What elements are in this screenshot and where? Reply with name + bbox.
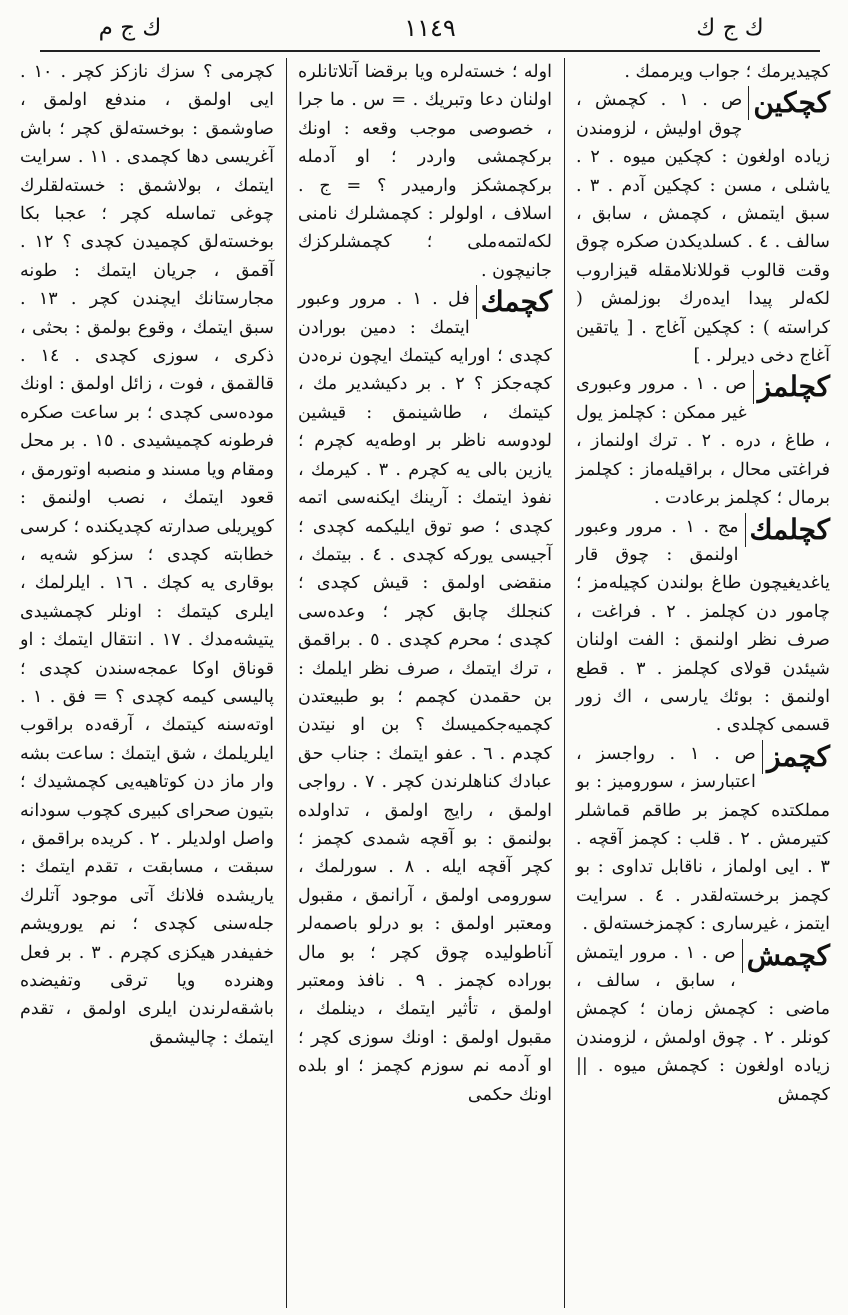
page-header <box>40 14 820 42</box>
entry-text: ص . ١ . مرور ايتمش ، سابق ، سالف ، ماضی : كچمش زمان ؛ كچمش كونلر . ٢ . چوق اولمش ، لزومندن زياده اولغون : كچمش ميوه . || كچمش <box>576 942 831 1105</box>
entry-text: كچرمی ؟ سزك نازكز كچر . ١٠ . ايی اولمق ، مندفع اولمق ، صاوشمق : بوخسته‌لق كچر ؛ باش آغريسی دها كچمدی . ١١ . سرايت ايتمك ، بولاشمق : خسته‌لقلرك چوغی تماسله كچر ؛ عجبا بكا بوخسته‌لق كچميدن كچدی ؟ ١٢ . آقمق ، جريان ايتمك : طونه مجارستانك ايچندن كچر . ١٣ . سبق ايتمك ، وقوع بولمق : بحثی ، ذكری ، سوزی كچدی . ١٤ . قالقمق ، فوت ، زائل اولمق : اونك موده‌سی كچدی ؛ بر ساعت صكره فرطونه كچميشيدی . ١٥ . بر محل ومقام ويا مسند و منصبه اوتورمق ، قعود ايتمك ، نصب اولنمق : كوپريلی صدارته كچديكنده ؛ كرسی خطابته كچدی ؛ سزكو شه‌يه ، بوقاری يه كچك . ١٦ . ايلرلمك ، ايلری كيتمك : اونلر كچمشيدی يتيشه‌مدك . ١٧ . انتقال ايتمك : او قوناق اوكا عمجه‌سندن كچدی ؛ پاليسی كيمه كچدی ؟ = فق . ١ . اوته‌سنه كيتمك ، آرقه‌ده براقوب ايلريلمك ، شق ايتمك : ساعت بشه وار ماز دن كوتاهيه‌يی كچمشيدك ؛ بتيون صحرای كبيری كچوب سودانه واصل اولديلر . ٢ . كريده براقمق ، سبقت ، مسابقت ، تقدم ايتمك : ياريشده فلانك آتی موجود آتلرك جله‌سنی كچدی ؛ نم يورويشم خفيفدر هيكزی كچرم . ٣ . بر فعل وهنرده ويا ترقی وتفيضده باشقه‌لرندن ايلری اولمق ، تقدم ايتمك : چاليشمق <box>20 62 275 1048</box>
headword: كچمش <box>742 939 830 973</box>
headword: كچمز <box>762 740 830 774</box>
entry-text: ص . ١ . مرور وعبوری غير ممكن : كچلمز يول ، طاغ ، دره . ٢ . ترك اولنماز ، فراغتی محال ، براقيله‌ماز : كچلمز برمال ؛ كچلمز برعادت . <box>576 374 830 509</box>
page-number: ١١٤٩ <box>404 14 456 42</box>
headword: كچكين <box>748 86 830 120</box>
guide-word-right: ك ج ك <box>696 15 764 41</box>
column-right <box>572 58 834 1308</box>
column-left <box>16 58 278 1308</box>
entry-text: فل . ١ . مرور وعبور ايتمك : دمين بورادن كچدی ؛ اورايه كيتمك ايچون نره‌دن كچه‌جكز ؟ ٢ . بر دكيشدير مك ، كيتمك ، طاشينمق : قيشين لودوسه ناظر بر اوطه‌يه كچرم ؛ يازين بالی يه كچرم . ٣ . كيرمك ، نفوذ ايتمك : آرينك ايكنه‌سی اتمه كچدی ؛ صو توق ايليكمه كچدی ؛ آجيسی يوركه كچدی . ٤ . بيتمك ، منقضی اولمق : قيش كچدی ؛ كنجلك چابق كچر ؛ وعده‌سی كچدی ؛ محرم كچدی . ٥ . براقمق ، ترك ايتمك ، صرف نظر ايلمك : بن حقمدن كچمم ؛ بو طبيعتدن كچميه‌جكميسك ؟ بن او نيتدن كچدم . ٦ . عفو ايتمك : جناب حق عبادك كناهلرندن كچر . ٧ . رواجی اولمق ، رايج اولمق ، تداولده بولنمق : بو آقچه شمدی كچمز ؛ كچر آقچه ايله . ٨ . سورلمك ، سورومی اولمق ، آرانمق ، مقبول ومعتبر اولمق : بو درلو باصمه‌لر آناطولیده چوق كچر ؛ بو مال بوراده كچمز . ٩ . نافذ ومعتبر اولمق ، تأثير ايتمك ، دينلمك ، مقبول اولمق : اونك سوزی كچر ؛ او آدمه نم سوزم كچمز ؛ او بلده اونك حكمی <box>298 289 553 1105</box>
entry <box>576 86 830 370</box>
column-middle <box>294 58 556 1308</box>
entry <box>576 740 830 939</box>
entry <box>576 370 830 512</box>
entry <box>576 513 830 740</box>
text-columns <box>16 58 834 1308</box>
entry-text: ص . ١ . كچمش ، چوق اوليش ، لزومندن زياده اولغون : كچكين ميوه . ٢ . ياشلی ، مسن : كچكين آدم . ٣ . سبق ايتمش ، كچمش ، سابق ، سالف . ٤ . كسلديكدن صكره چوق وقت قالوب قوللانلامقله قيزاروب لكه‌لر پيدا ايده‌رك بوزلمش ( كراسته ) : كچكين آغاج . [ ياتقين آغاج دخی ديرلر . ] <box>576 90 831 367</box>
column-divider <box>564 58 565 1308</box>
entry-text: كچيديرمك ؛ جواب ويرممك . <box>624 62 830 82</box>
guide-word-left: ك ج م <box>98 15 162 41</box>
entry <box>298 285 552 1109</box>
headword: كچلمز <box>753 370 830 404</box>
header-rule <box>40 50 820 52</box>
column-divider <box>286 58 287 1308</box>
headword: كچمك <box>476 285 552 319</box>
entry-text: اوله ؛ خسته‌لره ويا برقضا آتلاتانلره اولنان دعا وتبريك . = س . ما جرا ، خصوصی موجب وقعه : اونك بركچمشی واردر ؛ او آدمله بركچمشكز وارميدر ؟ = ج . اسلاف ، اولولر : كچمشلرك نامنی لكه‌لتمه‌ملی ؛ كچمشلركزك جانيچون . <box>298 62 552 281</box>
entry-text: مج . ١ . مرور وعبور اولنمق : چوق قار ياغديغيچون طاغ بولندن كچيله‌مز ؛ چامور دن كچلمز . ٢ . فراغت ، صرف نظر اولنمق : الفت اولنان شيئدن قولای كچلمز . ٣ . قطع اولنمق : بوئك يارسی ، اك زور قسمی كچلدی . <box>576 516 831 736</box>
entry <box>576 58 830 86</box>
entry <box>20 58 274 1052</box>
entry <box>576 939 830 1109</box>
entry <box>298 58 552 285</box>
headword: كچلمك <box>745 513 830 547</box>
entry-text: ص . ١ . رواجسز ، اعتبارسز ، سوروميز : بو مملكتده كچمز بر طاقم قماشلر كتيرمش . ٢ . قلب : كچمز آقچه . ٣ . ايی اولماز ، ناقابل تداوی : بو كچمز برخسته‌لقدر . ٤ . سرايت ايتمز ، غيرساری : كچمزخسته‌لق . <box>576 743 831 935</box>
